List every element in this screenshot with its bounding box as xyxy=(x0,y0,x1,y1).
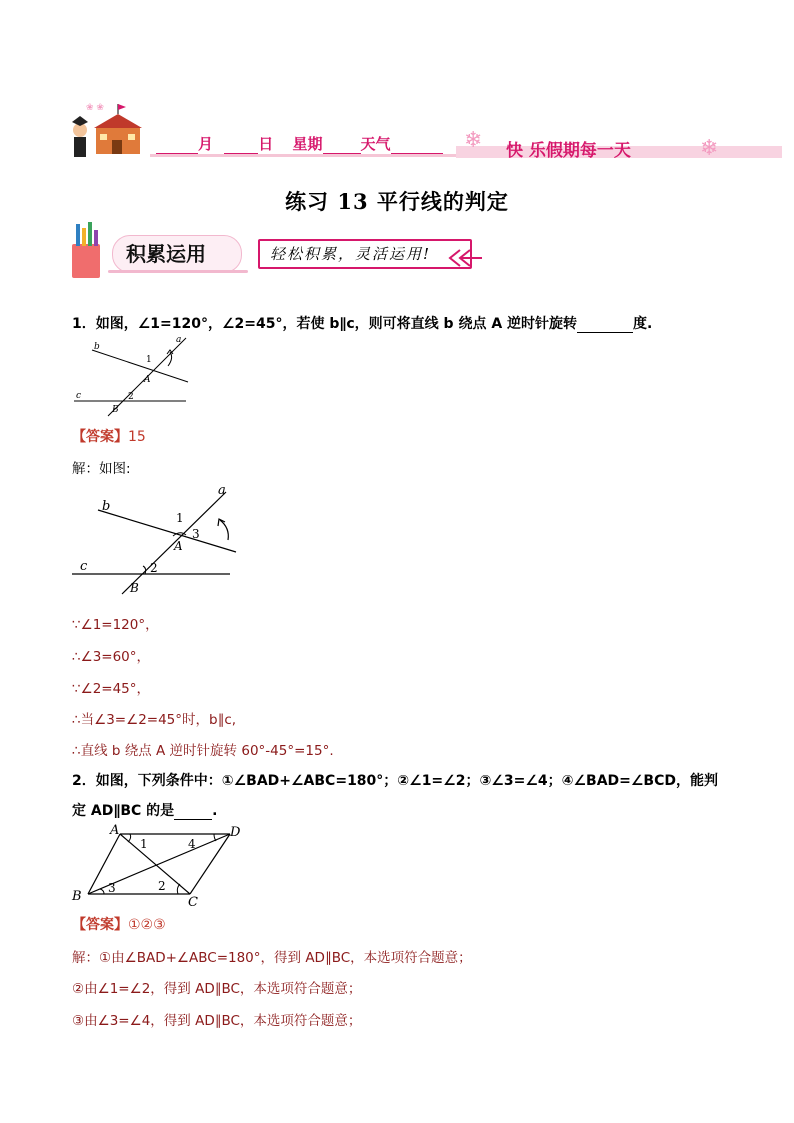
weekday-blank[interactable] xyxy=(323,139,361,154)
day-blank[interactable] xyxy=(224,139,258,154)
q2-label-2: 2 xyxy=(158,879,166,893)
q2-label-3: 3 xyxy=(108,881,116,895)
q1-answer-blank[interactable] xyxy=(577,318,633,333)
q1-step: ∴直线 b 绕点 A 逆时针旋转 60°-45°=15°. xyxy=(72,743,334,759)
q2-answer xyxy=(72,914,166,934)
q1-text xyxy=(72,313,652,333)
q1-step: ∵∠1=120°， xyxy=(72,617,159,633)
q2-step: ②由∠1=∠2，得到 AD∥BC，本选项符合题意； xyxy=(72,981,362,997)
q2-stem: 定 AD∥BC 的是 xyxy=(72,803,175,819)
q1l-label-b: b xyxy=(102,499,111,514)
q1-stem-end: 度. xyxy=(633,316,653,332)
page-title: 练习 13 平行线的判定 xyxy=(285,189,509,214)
section-label: 积累运用 xyxy=(126,242,206,266)
snowflake-icon: ❄ xyxy=(700,136,719,161)
section-underline xyxy=(108,270,248,273)
month-label: 月 xyxy=(198,135,214,153)
q2-label-D: D xyxy=(230,825,241,840)
q1-step: ∵∠2=45°， xyxy=(72,681,151,697)
q2-answer-value: ①②③ xyxy=(128,917,166,933)
q1l-label-a: a xyxy=(218,483,226,498)
day-label: 日 xyxy=(258,135,274,153)
q1l-label-B: B xyxy=(130,581,139,595)
q1l-label-A: A xyxy=(174,539,183,553)
q1l-label-3: 3 xyxy=(192,527,200,541)
snowflake-icon: ❄ xyxy=(464,128,483,153)
q1-stem: 1．如图，∠1=120°，∠2=45°，若使 b∥c，则可将直线 b 绕点 A 逆时针旋转 xyxy=(72,316,578,332)
arrow-left-icon xyxy=(446,246,484,270)
weather-label: 天气 xyxy=(360,135,391,153)
q1s-label-b: b xyxy=(94,342,100,352)
q1-step: ∴当∠3=∠2=45°时，b∥c, xyxy=(72,712,237,728)
q1l-label-2: 2 xyxy=(150,561,158,575)
q1-figure-small xyxy=(70,332,200,418)
q1s-label-a: a xyxy=(176,335,182,345)
q1-answer xyxy=(72,426,146,446)
header-slogan: 快 乐假期每一天 xyxy=(506,141,631,161)
q2-label-C: C xyxy=(188,895,198,906)
weekday-label: 星期 xyxy=(292,135,323,153)
q1l-label-1: 1 xyxy=(176,511,184,525)
q1s-label-c: c xyxy=(76,391,82,401)
q1-step: ∴∠3=60°， xyxy=(72,649,151,665)
q2-step: ③由∠3=∠4，得到 AD∥BC，本选项符合题意； xyxy=(72,1013,362,1029)
q2-figure xyxy=(70,820,250,906)
q2-answer-tag: 【答案】 xyxy=(72,917,128,933)
q1s-label-A: A xyxy=(144,375,151,385)
q1s-label-2: 2 xyxy=(128,392,134,402)
q2-answer-blank[interactable] xyxy=(174,805,212,820)
q2-step: 解：①由∠BAD+∠ABC=180°，得到 AD∥BC，本选项符合题意； xyxy=(72,950,472,966)
weather-blank[interactable] xyxy=(391,139,443,154)
month-blank[interactable] xyxy=(156,139,198,154)
q1-answer-tag: 【答案】 xyxy=(72,429,128,445)
q2-label-4: 4 xyxy=(188,837,196,851)
q2-stem-end: . xyxy=(212,803,218,819)
svg-text:❀ ❀: ❀ ❀ xyxy=(86,103,104,113)
q1-solution-intro: 解：如图: xyxy=(72,461,131,477)
q1-answer-value: 15 xyxy=(128,429,146,445)
q1s-label-B: B xyxy=(112,405,119,415)
q1-figure-large xyxy=(70,480,240,596)
q1l-label-c: c xyxy=(80,559,88,574)
section-tagline: 轻松积累，灵活运用! xyxy=(270,245,432,263)
date-fields xyxy=(156,133,443,154)
q1s-label-1: 1 xyxy=(146,355,152,365)
q2-line1: 2．如图，下列条件中：①∠BAD+∠ABC=180°；②∠1=∠2；③∠3=∠4；④∠BAD=∠BCD，能判 xyxy=(72,773,719,789)
q2-label-B: B xyxy=(72,889,82,904)
q2-line2 xyxy=(72,800,217,820)
q2-label-1: 1 xyxy=(140,837,148,851)
q2-label-A: A xyxy=(110,823,120,838)
teacher-school-icon xyxy=(66,100,146,160)
pencil-cup-icon xyxy=(68,220,108,280)
